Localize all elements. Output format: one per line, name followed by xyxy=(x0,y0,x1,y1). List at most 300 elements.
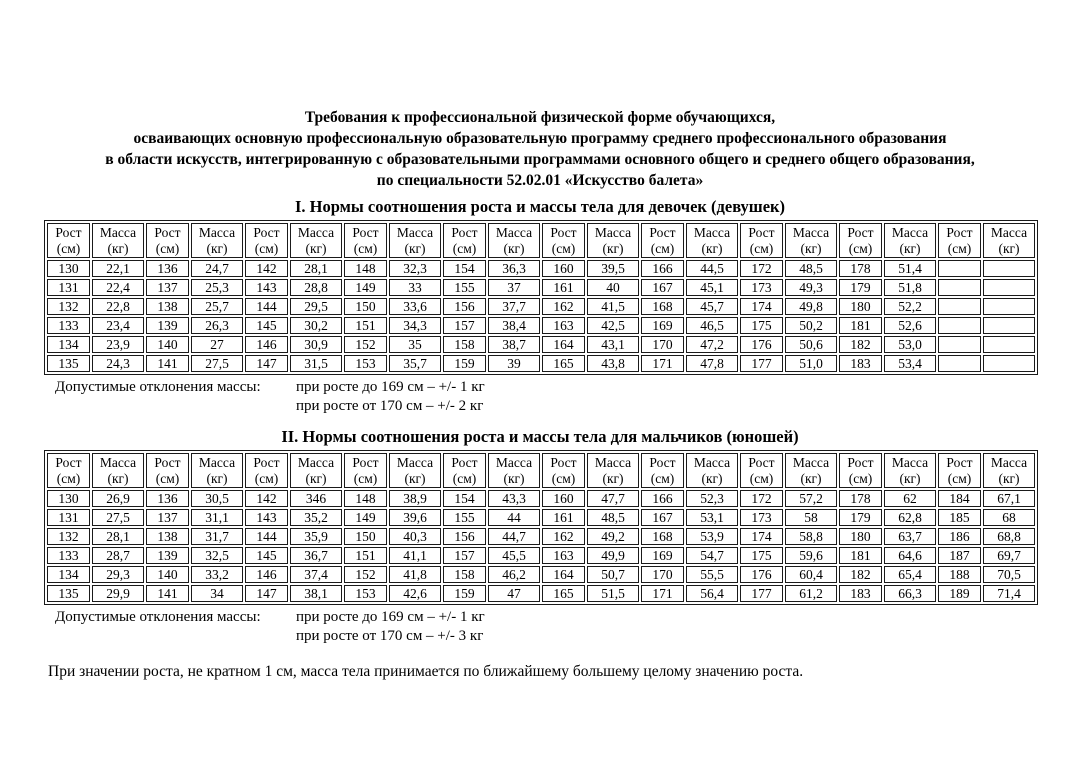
table-cell: 58,8 xyxy=(785,528,837,545)
table-cell: 130 xyxy=(47,260,90,277)
table-cell: 62,8 xyxy=(884,509,936,526)
table-cell: 142 xyxy=(245,490,288,507)
table-cell: 154 xyxy=(443,490,486,507)
table-cell: 134 xyxy=(47,566,90,583)
table-cell: 157 xyxy=(443,317,486,334)
table-cell: 179 xyxy=(839,509,882,526)
girls-height-weight-table xyxy=(44,220,1038,375)
height-column-header: Рост (см) xyxy=(641,453,684,488)
deviation-notes-lines xyxy=(296,608,1080,645)
table-cell: 168 xyxy=(641,298,684,315)
table-row xyxy=(47,490,1035,507)
table-cell: 145 xyxy=(245,317,288,334)
table-row xyxy=(47,566,1035,583)
table-cell: 159 xyxy=(443,585,486,602)
table-cell: 180 xyxy=(839,528,882,545)
table-cell: 150 xyxy=(344,528,387,545)
table-cell: 174 xyxy=(740,528,783,545)
table-cell: 35,7 xyxy=(389,355,441,372)
table-cell: 65,4 xyxy=(884,566,936,583)
height-column-header: Рост (см) xyxy=(542,453,585,488)
table-cell: 58 xyxy=(785,509,837,526)
table-cell: 35 xyxy=(389,336,441,353)
mass-column-header: Масса (кг) xyxy=(686,453,738,488)
table-cell: 35,9 xyxy=(290,528,342,545)
table-cell: 28,1 xyxy=(92,528,144,545)
table-cell: 133 xyxy=(47,317,90,334)
table-header-row xyxy=(47,223,1035,258)
table-cell: 159 xyxy=(443,355,486,372)
table-cell: 37,4 xyxy=(290,566,342,583)
table-cell: 55,5 xyxy=(686,566,738,583)
table-cell: 64,6 xyxy=(884,547,936,564)
table-cell: 171 xyxy=(641,585,684,602)
table-cell xyxy=(983,260,1035,277)
height-column-header: Рост (см) xyxy=(641,223,684,258)
height-column-header: Рост (см) xyxy=(542,223,585,258)
table-cell: 147 xyxy=(245,355,288,372)
table-cell: 22,8 xyxy=(92,298,144,315)
table-cell: 33 xyxy=(389,279,441,296)
table-cell: 36,7 xyxy=(290,547,342,564)
table-cell xyxy=(983,317,1035,334)
table-cell: 26,9 xyxy=(92,490,144,507)
table-cell: 41,8 xyxy=(389,566,441,583)
table-cell: 38,9 xyxy=(389,490,441,507)
table-cell: 42,5 xyxy=(587,317,639,334)
height-column-header: Рост (см) xyxy=(47,453,90,488)
table-cell: 169 xyxy=(641,547,684,564)
table-cell: 140 xyxy=(146,336,189,353)
mass-column-header: Масса (кг) xyxy=(488,223,540,258)
deviation-notes-lines xyxy=(296,378,1080,415)
table-cell: 53,9 xyxy=(686,528,738,545)
table-cell: 137 xyxy=(146,509,189,526)
table-cell: 43,8 xyxy=(587,355,639,372)
mass-column-header: Масса (кг) xyxy=(488,453,540,488)
table-cell: 25,7 xyxy=(191,298,243,315)
table-cell: 155 xyxy=(443,509,486,526)
notes-line: при росте от 170 см – +/- 2 кг xyxy=(296,397,484,414)
mass-column-header: Масса (кг) xyxy=(983,453,1035,488)
section-boys-norms xyxy=(0,427,1080,645)
table-cell: 187 xyxy=(938,547,981,564)
notes-line: при росте до 169 см – +/- 1 кг xyxy=(296,609,485,625)
deviation-notes-label: Допустимые отклонения массы: xyxy=(55,609,261,625)
table-cell: 33,2 xyxy=(191,566,243,583)
table-cell: 143 xyxy=(245,279,288,296)
table-cell: 66,3 xyxy=(884,585,936,602)
table-cell: 155 xyxy=(443,279,486,296)
table-cell: 40,3 xyxy=(389,528,441,545)
table-row xyxy=(47,585,1035,602)
mass-column-header: Масса (кг) xyxy=(92,223,144,258)
table-cell: 47 xyxy=(488,585,540,602)
table-cell: 158 xyxy=(443,566,486,583)
table-cell xyxy=(983,279,1035,296)
table-cell: 176 xyxy=(740,336,783,353)
table-cell: 151 xyxy=(344,317,387,334)
table-row xyxy=(47,317,1035,334)
table-cell: 173 xyxy=(740,279,783,296)
table-cell: 63,7 xyxy=(884,528,936,545)
table-cell: 30,9 xyxy=(290,336,342,353)
table-cell: 29,9 xyxy=(92,585,144,602)
table-cell: 134 xyxy=(47,336,90,353)
table-cell: 52,3 xyxy=(686,490,738,507)
table-cell: 51,5 xyxy=(587,585,639,602)
section-girls-norms xyxy=(0,197,1080,415)
title-line: осваивающих основную профессиональную образовательную программу среднего профессионального образования xyxy=(133,130,947,147)
height-column-header: Рост (см) xyxy=(938,223,981,258)
table-cell: 173 xyxy=(740,509,783,526)
table-cell: 39,6 xyxy=(389,509,441,526)
table-cell: 45,1 xyxy=(686,279,738,296)
notes-line: при росте до 169 см – +/- 1 кг xyxy=(296,379,485,395)
table-cell: 49,9 xyxy=(587,547,639,564)
title-line: в области искусств, интегрированную с образовательными программами основного общего и среднего общего образования, xyxy=(105,151,975,168)
table-cell: 42,6 xyxy=(389,585,441,602)
table-cell: 138 xyxy=(146,298,189,315)
table-cell: 182 xyxy=(839,566,882,583)
table-cell: 53,0 xyxy=(884,336,936,353)
title-line: Требования к профессиональной физической форме обучающихся, xyxy=(304,109,776,126)
table-cell: 157 xyxy=(443,547,486,564)
table-cell: 45,5 xyxy=(488,547,540,564)
table-row xyxy=(47,260,1035,277)
table-row xyxy=(47,509,1035,526)
table-cell: 150 xyxy=(344,298,387,315)
table-cell: 27 xyxy=(191,336,243,353)
table-cell: 30,2 xyxy=(290,317,342,334)
table-cell: 148 xyxy=(344,490,387,507)
table-cell: 40 xyxy=(587,279,639,296)
table-cell: 43,1 xyxy=(587,336,639,353)
mass-column-header: Масса (кг) xyxy=(191,223,243,258)
table-cell: 51,4 xyxy=(884,260,936,277)
table-cell xyxy=(938,279,981,296)
table-cell: 59,6 xyxy=(785,547,837,564)
table-cell: 149 xyxy=(344,509,387,526)
table-row xyxy=(47,528,1035,545)
notes-line: при росте от 170 см – +/- 3 кг xyxy=(296,627,484,644)
height-column-header: Рост (см) xyxy=(146,223,189,258)
table-cell: 179 xyxy=(839,279,882,296)
table-cell: 176 xyxy=(740,566,783,583)
table-cell: 46,5 xyxy=(686,317,738,334)
height-column-header: Рост (см) xyxy=(839,453,882,488)
table-cell: 38,7 xyxy=(488,336,540,353)
table-cell: 52,2 xyxy=(884,298,936,315)
height-column-header: Рост (см) xyxy=(146,453,189,488)
table-cell: 161 xyxy=(542,509,585,526)
table-cell: 164 xyxy=(542,566,585,583)
document-title xyxy=(0,107,1080,191)
table-cell: 184 xyxy=(938,490,981,507)
table-cell: 172 xyxy=(740,490,783,507)
deviation-notes-label: Допустимые отклонения массы: xyxy=(55,379,261,395)
table-cell: 151 xyxy=(344,547,387,564)
table-cell: 168 xyxy=(641,528,684,545)
table-cell: 32,3 xyxy=(389,260,441,277)
table-cell: 51,0 xyxy=(785,355,837,372)
table-cell xyxy=(938,355,981,372)
height-column-header: Рост (см) xyxy=(344,223,387,258)
table-cell: 167 xyxy=(641,279,684,296)
table-row xyxy=(47,298,1035,315)
mass-column-header: Масса (кг) xyxy=(389,223,441,258)
table-cell: 38,1 xyxy=(290,585,342,602)
table-cell: 141 xyxy=(146,355,189,372)
mass-column-header: Масса (кг) xyxy=(884,453,936,488)
mass-column-header: Масса (кг) xyxy=(785,223,837,258)
table-cell: 144 xyxy=(245,298,288,315)
table-cell: 149 xyxy=(344,279,387,296)
table-cell: 180 xyxy=(839,298,882,315)
table-cell: 165 xyxy=(542,585,585,602)
table-cell: 24,3 xyxy=(92,355,144,372)
section-heading-girls: I. Нормы соотношения роста и массы тела для девочек (девушек) xyxy=(294,197,786,216)
table-cell: 185 xyxy=(938,509,981,526)
table-cell: 68,8 xyxy=(983,528,1035,545)
table-cell: 181 xyxy=(839,547,882,564)
table-cell: 27,5 xyxy=(191,355,243,372)
table-cell: 35,2 xyxy=(290,509,342,526)
table-cell: 52,6 xyxy=(884,317,936,334)
table-cell: 183 xyxy=(839,585,882,602)
table-cell: 138 xyxy=(146,528,189,545)
table-cell: 60,4 xyxy=(785,566,837,583)
table-cell: 25,3 xyxy=(191,279,243,296)
table-cell: 24,7 xyxy=(191,260,243,277)
table-cell: 186 xyxy=(938,528,981,545)
mass-column-header: Масса (кг) xyxy=(587,453,639,488)
table-row xyxy=(47,279,1035,296)
table-cell: 41,1 xyxy=(389,547,441,564)
table-cell xyxy=(938,336,981,353)
height-column-header: Рост (см) xyxy=(344,453,387,488)
table-cell: 28,8 xyxy=(290,279,342,296)
deviation-notes-boys xyxy=(55,608,1080,645)
mass-column-header: Масса (кг) xyxy=(92,453,144,488)
height-column-header: Рост (см) xyxy=(938,453,981,488)
table-cell: 141 xyxy=(146,585,189,602)
table-cell: 182 xyxy=(839,336,882,353)
table-cell: 49,8 xyxy=(785,298,837,315)
table-cell: 49,3 xyxy=(785,279,837,296)
table-cell: 136 xyxy=(146,260,189,277)
height-column-header: Рост (см) xyxy=(245,223,288,258)
table-cell: 22,1 xyxy=(92,260,144,277)
table-cell: 136 xyxy=(146,490,189,507)
table-cell: 171 xyxy=(641,355,684,372)
table-cell: 30,5 xyxy=(191,490,243,507)
table-cell: 161 xyxy=(542,279,585,296)
table-cell: 163 xyxy=(542,317,585,334)
table-cell: 47,7 xyxy=(587,490,639,507)
mass-column-header: Масса (кг) xyxy=(389,453,441,488)
table-cell: 177 xyxy=(740,585,783,602)
table-cell: 132 xyxy=(47,298,90,315)
table-cell: 37,7 xyxy=(488,298,540,315)
table-cell: 188 xyxy=(938,566,981,583)
table-cell: 31,5 xyxy=(290,355,342,372)
height-column-header: Рост (см) xyxy=(443,453,486,488)
table-row xyxy=(47,355,1035,372)
height-column-header: Рост (см) xyxy=(740,223,783,258)
table-cell: 135 xyxy=(47,355,90,372)
table-cell: 158 xyxy=(443,336,486,353)
mass-column-header: Масса (кг) xyxy=(884,223,936,258)
table-cell: 156 xyxy=(443,298,486,315)
table-cell: 177 xyxy=(740,355,783,372)
table-cell: 170 xyxy=(641,336,684,353)
section-heading-boys: II. Нормы соотношения роста и массы тела для мальчиков (юношей) xyxy=(281,427,799,446)
table-cell: 50,7 xyxy=(587,566,639,583)
table-cell: 44 xyxy=(488,509,540,526)
table-cell: 62 xyxy=(884,490,936,507)
table-cell: 142 xyxy=(245,260,288,277)
table-cell: 23,9 xyxy=(92,336,144,353)
table-cell: 69,7 xyxy=(983,547,1035,564)
table-cell: 67,1 xyxy=(983,490,1035,507)
table-cell: 28,1 xyxy=(290,260,342,277)
table-cell: 54,7 xyxy=(686,547,738,564)
mass-column-header: Масса (кг) xyxy=(587,223,639,258)
table-cell: 22,4 xyxy=(92,279,144,296)
table-cell: 153 xyxy=(344,585,387,602)
mass-column-header: Масса (кг) xyxy=(785,453,837,488)
table-cell xyxy=(983,336,1035,353)
table-cell: 48,5 xyxy=(785,260,837,277)
table-cell: 37 xyxy=(488,279,540,296)
table-cell: 130 xyxy=(47,490,90,507)
table-cell: 31,7 xyxy=(191,528,243,545)
table-cell: 57,2 xyxy=(785,490,837,507)
table-cell: 181 xyxy=(839,317,882,334)
table-cell: 36,3 xyxy=(488,260,540,277)
mass-column-header: Масса (кг) xyxy=(290,223,342,258)
boys-height-weight-table xyxy=(44,450,1038,605)
table-cell: 172 xyxy=(740,260,783,277)
table-header-row xyxy=(47,453,1035,488)
table-cell: 174 xyxy=(740,298,783,315)
table-cell: 175 xyxy=(740,317,783,334)
table-cell: 50,2 xyxy=(785,317,837,334)
table-cell: 170 xyxy=(641,566,684,583)
height-column-header: Рост (см) xyxy=(245,453,288,488)
deviation-notes-girls xyxy=(55,378,1080,415)
table-cell: 133 xyxy=(47,547,90,564)
table-cell xyxy=(983,355,1035,372)
table-cell: 43,3 xyxy=(488,490,540,507)
height-column-header: Рост (см) xyxy=(47,223,90,258)
table-cell: 146 xyxy=(245,336,288,353)
table-cell: 160 xyxy=(542,260,585,277)
table-cell: 32,5 xyxy=(191,547,243,564)
table-cell: 145 xyxy=(245,547,288,564)
table-cell: 53,4 xyxy=(884,355,936,372)
table-cell: 26,3 xyxy=(191,317,243,334)
table-cell: 140 xyxy=(146,566,189,583)
table-cell: 131 xyxy=(47,509,90,526)
table-cell: 169 xyxy=(641,317,684,334)
table-cell: 45,7 xyxy=(686,298,738,315)
table-cell: 137 xyxy=(146,279,189,296)
table-cell: 33,6 xyxy=(389,298,441,315)
mass-column-header: Масса (кг) xyxy=(983,223,1035,258)
table-cell: 53,1 xyxy=(686,509,738,526)
table-cell: 48,5 xyxy=(587,509,639,526)
table-cell: 38,4 xyxy=(488,317,540,334)
table-cell xyxy=(938,260,981,277)
table-row xyxy=(47,547,1035,564)
table-cell xyxy=(938,298,981,315)
table-cell: 178 xyxy=(839,260,882,277)
table-cell: 29,3 xyxy=(92,566,144,583)
table-cell: 51,8 xyxy=(884,279,936,296)
table-cell: 34 xyxy=(191,585,243,602)
mass-column-header: Масса (кг) xyxy=(191,453,243,488)
table-cell: 47,2 xyxy=(686,336,738,353)
table-cell: 56,4 xyxy=(686,585,738,602)
table-cell: 135 xyxy=(47,585,90,602)
table-cell: 131 xyxy=(47,279,90,296)
table-cell: 147 xyxy=(245,585,288,602)
table-cell: 46,2 xyxy=(488,566,540,583)
height-column-header: Рост (см) xyxy=(443,223,486,258)
table-cell: 31,1 xyxy=(191,509,243,526)
table-cell: 39 xyxy=(488,355,540,372)
table-cell: 71,4 xyxy=(983,585,1035,602)
table-cell: 143 xyxy=(245,509,288,526)
table-cell: 41,5 xyxy=(587,298,639,315)
table-cell: 163 xyxy=(542,547,585,564)
table-cell: 146 xyxy=(245,566,288,583)
table-cell: 166 xyxy=(641,490,684,507)
table-cell: 144 xyxy=(245,528,288,545)
table-cell: 152 xyxy=(344,336,387,353)
mass-column-header: Масса (кг) xyxy=(290,453,342,488)
table-cell: 44,7 xyxy=(488,528,540,545)
table-cell: 162 xyxy=(542,528,585,545)
table-cell: 132 xyxy=(47,528,90,545)
table-cell: 167 xyxy=(641,509,684,526)
table-cell: 189 xyxy=(938,585,981,602)
table-cell: 27,5 xyxy=(92,509,144,526)
table-cell: 28,7 xyxy=(92,547,144,564)
table-cell: 156 xyxy=(443,528,486,545)
table-cell: 346 xyxy=(290,490,342,507)
table-cell: 164 xyxy=(542,336,585,353)
table-cell: 39,5 xyxy=(587,260,639,277)
footer-note: При значении роста, не кратном 1 см, масса тела принимается по ближайшему большему целому значению роста. xyxy=(48,663,804,680)
table-cell: 162 xyxy=(542,298,585,315)
table-cell: 160 xyxy=(542,490,585,507)
title-line: по специальности 52.02.01 «Искусство балета» xyxy=(376,172,704,189)
table-cell: 178 xyxy=(839,490,882,507)
table-cell: 50,6 xyxy=(785,336,837,353)
table-cell: 154 xyxy=(443,260,486,277)
table-cell: 47,8 xyxy=(686,355,738,372)
table-cell: 61,2 xyxy=(785,585,837,602)
table-cell: 165 xyxy=(542,355,585,372)
table-cell xyxy=(938,317,981,334)
table-row xyxy=(47,336,1035,353)
mass-column-header: Масса (кг) xyxy=(686,223,738,258)
table-cell: 70,5 xyxy=(983,566,1035,583)
table-cell: 49,2 xyxy=(587,528,639,545)
